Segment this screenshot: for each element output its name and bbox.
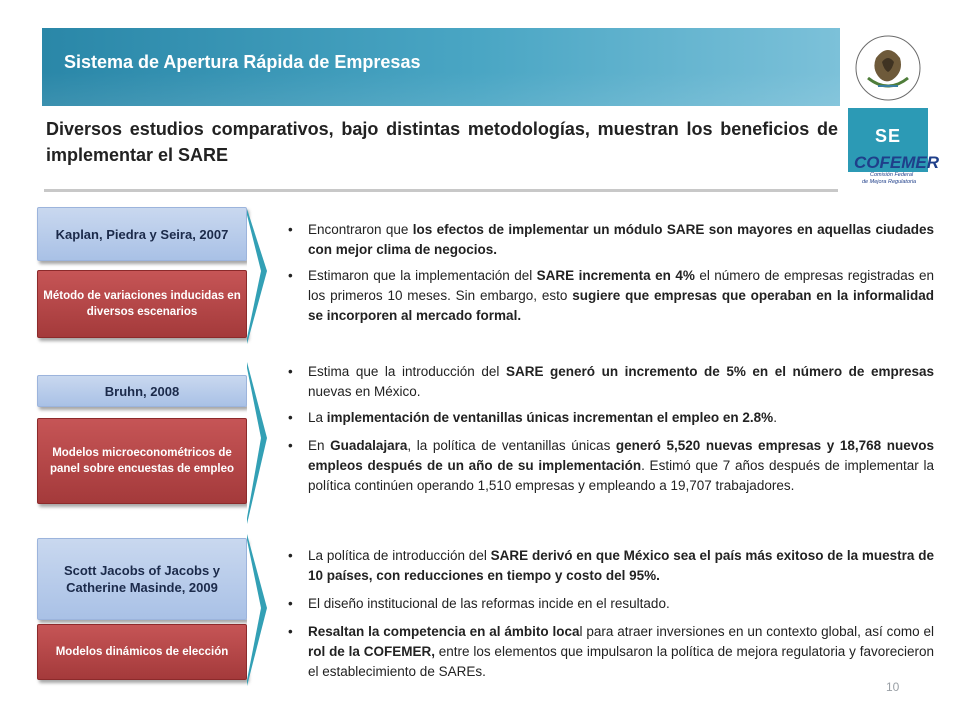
divider — [44, 189, 838, 192]
method-pill-3 — [37, 624, 247, 680]
bullet-text: generó 5,520 nuevas empresas y 18,768 nuevos empleos después de un año de su implementación — [308, 438, 934, 473]
bullet-text: En — [308, 438, 331, 453]
bullet-item — [286, 546, 934, 586]
bullet-item — [286, 622, 934, 682]
bullet-text: , la política de ventanillas únicas — [407, 438, 616, 453]
author-pill-3 — [37, 538, 247, 620]
chevron-arrow-3 — [247, 534, 269, 686]
bullet-text: l para atraer inversiones en un contexto global, así como el — [579, 624, 935, 639]
header-title: Sistema de Apertura Rápida de Empresas — [64, 52, 421, 72]
cofemer-logo-main: COFEMER — [854, 153, 939, 172]
study-3-bullets — [286, 540, 934, 682]
bullet-text: Encontraron que — [308, 222, 413, 237]
chevron-arrow-1 — [247, 209, 269, 344]
bullet-item — [286, 220, 934, 260]
bullet-text: SARE generó un incremento de 5% en el número de empresas — [505, 364, 934, 379]
author-pill-1 — [37, 207, 247, 261]
bullet-item — [286, 362, 934, 402]
chevron-arrow-2 — [247, 362, 269, 524]
bullet-text: sugiere que empresas que operaban en la informalidad se incorporen al mercado formal. — [308, 288, 934, 323]
bullet-text: implementación de ventanillas únicas incrementan el empleo en 2.8% — [326, 410, 774, 425]
bullet-text: Estimaron que la implementación del — [308, 268, 537, 283]
bullet-text: La — [308, 410, 327, 425]
author-label-3: Scott Jacobs of Jacobs y Catherine Masinde, 2009 — [63, 563, 221, 595]
study-2-bullets — [286, 356, 934, 496]
bullet-text: Resaltan la competencia en al ámbito loca — [308, 624, 580, 639]
bullet-item — [286, 266, 934, 326]
bullet-text: Estima que la introducción del — [308, 364, 506, 379]
mexico-seal-logo — [848, 28, 928, 106]
method-label-3: Modelos dinámicos de elección — [55, 646, 229, 658]
bullet-text: nuevas en México. — [308, 384, 421, 399]
bullet-item — [286, 408, 934, 428]
cofemer-logo-sub2: de Mejora Regulatoria — [862, 179, 917, 185]
bullet-text: SARE derivó en que México sea el país más exitoso de la muestra de 10 países, con reducciones en tiempo y costo del 95%. — [308, 548, 934, 583]
bullet-text: SARE incrementa en 4% — [536, 268, 695, 283]
author-label-2: Bruhn, 2008 — [104, 383, 180, 399]
bullet-item — [286, 594, 934, 614]
study-1-bullets — [286, 214, 934, 326]
bullet-text: . — [773, 410, 777, 425]
bullet-text: La política de introducción del — [308, 548, 491, 563]
method-label-1: Método de variaciones inducidas en diversos escenarios — [43, 290, 241, 318]
method-label-2: Modelos microeconométricos de panel sobre encuestas de empleo — [49, 447, 235, 475]
slide-subtitle: Diversos estudios comparativos, bajo distintas metodologías, muestran los beneficios de implementar el SARE — [46, 119, 838, 165]
page-number: 10 — [886, 680, 900, 694]
cofemer-logo-sub1: Comisión Federal — [870, 172, 914, 178]
author-label-1: Kaplan, Piedra y Seira, 2007 — [55, 226, 229, 242]
se-logo-label: SE — [874, 126, 901, 146]
bullet-text: rol de la COFEMER, — [308, 644, 435, 659]
author-pill-2 — [37, 375, 247, 407]
cofemer-logo — [852, 150, 939, 186]
bullet-text: El diseño institucional de las reformas incide en el resultado. — [308, 596, 670, 611]
bullet-text: entre los elementos que impulsaron la política de mejora regulatoria y favorecieron el establecimiento de SAREs. — [308, 644, 934, 679]
method-pill-2 — [37, 418, 247, 504]
bullet-text: Guadalajara — [330, 438, 408, 453]
method-pill-1 — [37, 270, 247, 338]
bullet-text: el número de empresas registradas en los primeros 10 meses. Sin embargo, esto — [308, 268, 934, 303]
bullet-item — [286, 436, 934, 496]
bullet-text: . Estimó que 7 años después de implementar la política continúen operando 1,510 empresas y empleando a 19,707 trabajadores. — [308, 458, 934, 493]
bullet-text: los efectos de implementar un módulo SARE son mayores en aquellas ciudades con mejor clima de negocios. — [308, 222, 934, 257]
header-band — [42, 28, 840, 106]
